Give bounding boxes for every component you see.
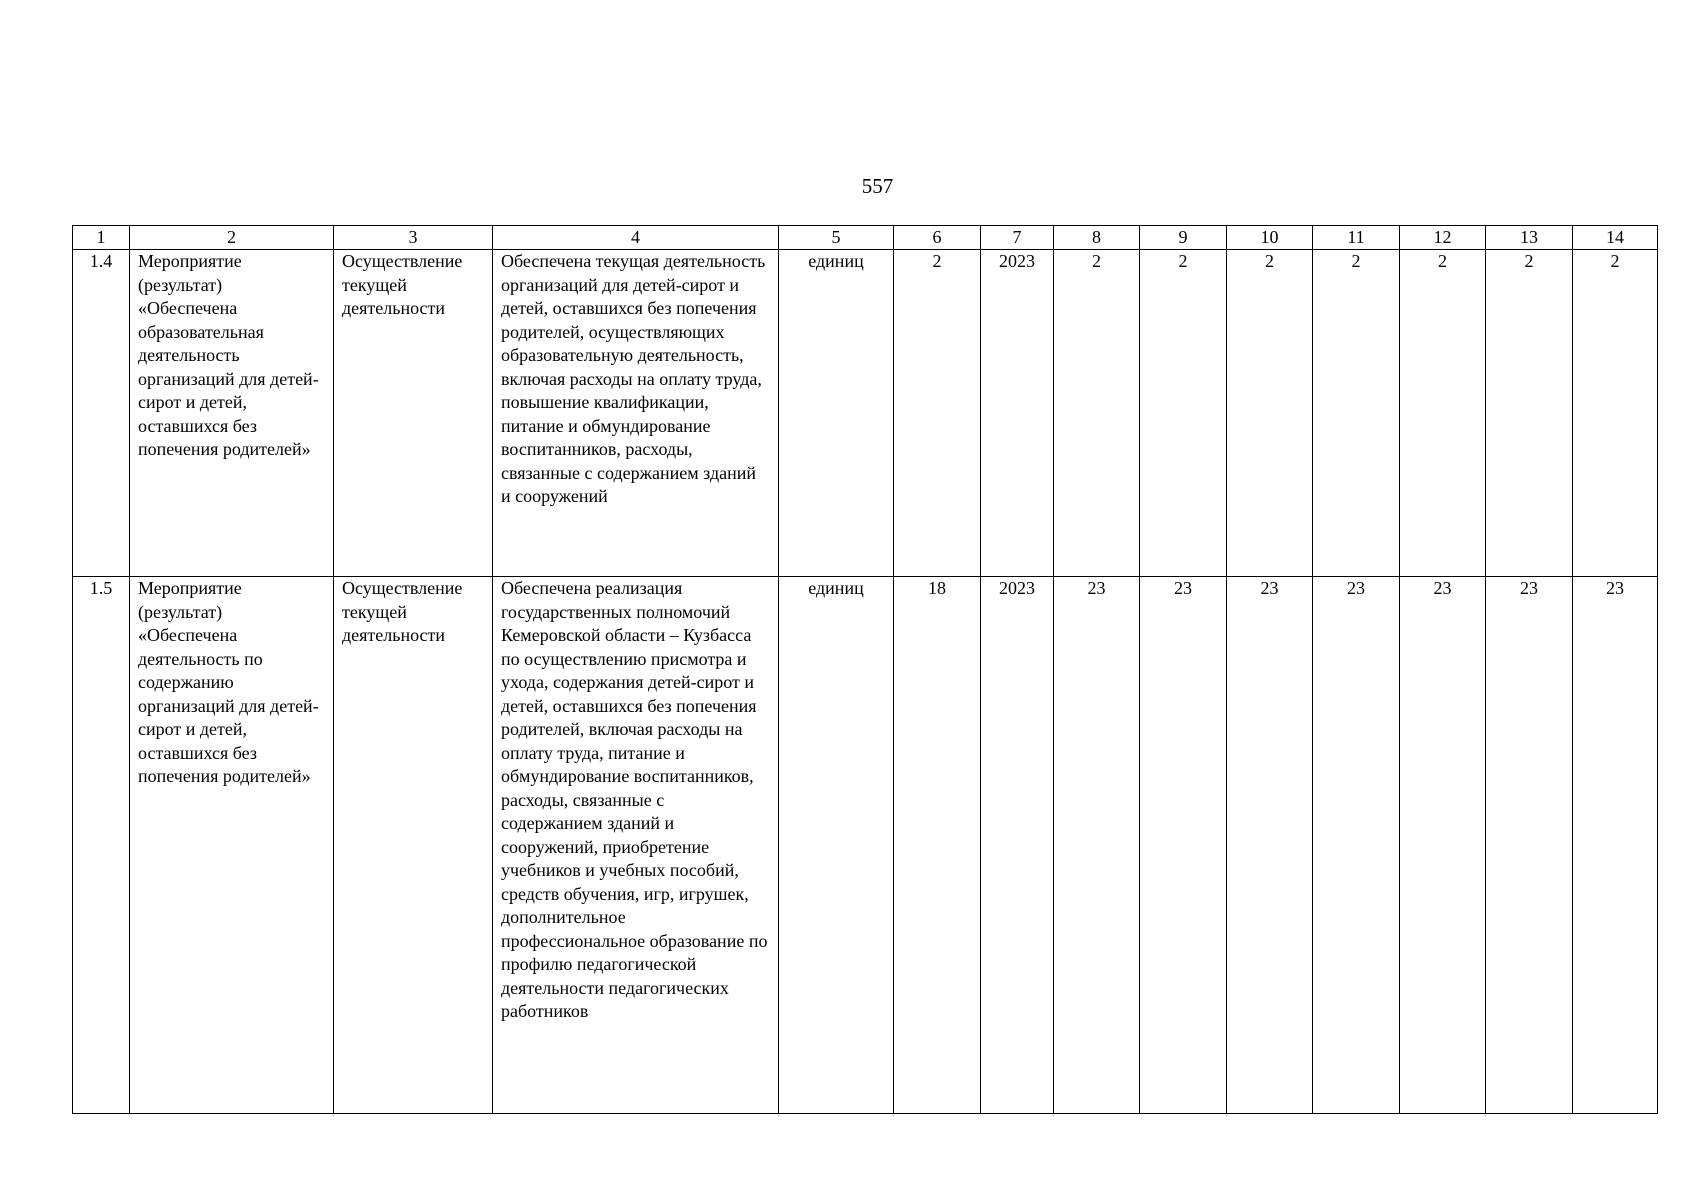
base-year-cell: 2023 (981, 577, 1054, 1114)
table-row (73, 250, 1658, 577)
column-header: 9 (1140, 226, 1227, 250)
value-cell: 2 (1486, 250, 1573, 577)
value-cell: 2 (1227, 250, 1313, 577)
column-header: 10 (1227, 226, 1313, 250)
value-cell: 23 (1054, 577, 1140, 1114)
value-cell: 2 (1313, 250, 1400, 577)
column-header: 7 (981, 226, 1054, 250)
document-table (72, 225, 1658, 1114)
column-header: 5 (779, 226, 894, 250)
value-cell: 23 (1140, 577, 1227, 1114)
value-cell: 23 (1573, 577, 1658, 1114)
column-header: 1 (73, 226, 130, 250)
value-cell: 2 (1054, 250, 1140, 577)
column-header: 11 (1313, 226, 1400, 250)
column-header: 14 (1573, 226, 1658, 250)
base-value-cell: 18 (894, 577, 981, 1114)
value-cell: 23 (1400, 577, 1486, 1114)
activity-type: Осуществление текущей деятельности (334, 250, 493, 577)
value-cell: 2 (1400, 250, 1486, 577)
activity-name: Мероприятие (результат) «Обеспечена образовательная деятельность организаций для детей-сирот и детей, оставшихся без попечения родителей» (130, 250, 334, 577)
value-cell: 2 (1573, 250, 1658, 577)
header-row (73, 226, 1658, 250)
base-year-cell: 2023 (981, 250, 1054, 577)
unit-cell: единиц (779, 250, 894, 577)
column-header: 3 (334, 226, 493, 250)
activity-name: Мероприятие (результат) «Обеспечена деятельность по содержанию организаций для детей-сирот и детей, оставшихся без попечения родителей» (130, 577, 334, 1114)
activity-description: Обеспечена реализация государственных полномочий Кемеровской области – Кузбасса по осуществлению присмотра и ухода, содержания детей-сирот и детей, оставшихся без попечения родителей, включая расходы на оплату труда, питание и обмундирование воспитанников, расходы, связанные с содержанием зданий и сооружений, приобретение учебников и учебных пособий, средств обучения, игр, игрушек, дополнительное профессиональное образование по профилю педагогической деятельности педагогических работников (493, 577, 779, 1114)
base-value-cell: 2 (894, 250, 981, 577)
column-header: 8 (1054, 226, 1140, 250)
page-number: 557 (861, 174, 894, 198)
column-header: 12 (1400, 226, 1486, 250)
activity-type: Осуществление текущей деятельности (334, 577, 493, 1114)
value-cell: 23 (1486, 577, 1573, 1114)
column-header: 6 (894, 226, 981, 250)
row-number: 1.5 (73, 577, 130, 1114)
column-header: 4 (493, 226, 779, 250)
value-cell: 23 (1227, 577, 1313, 1114)
column-header: 2 (130, 226, 334, 250)
row-number: 1.4 (73, 250, 130, 577)
activity-description: Обеспечена текущая деятельность организаций для детей-сирот и детей, оставшихся без попечения родителей, осуществляющих образовательную деятельность, включая расходы на оплату труда, повышение квалификации, питание и обмундирование воспитанников, расходы, связанные с содержанием зданий и сооружений (493, 250, 779, 577)
value-cell: 2 (1140, 250, 1227, 577)
table-row (73, 577, 1658, 1114)
value-cell: 23 (1313, 577, 1400, 1114)
unit-cell: единиц (779, 577, 894, 1114)
column-header: 13 (1486, 226, 1573, 250)
